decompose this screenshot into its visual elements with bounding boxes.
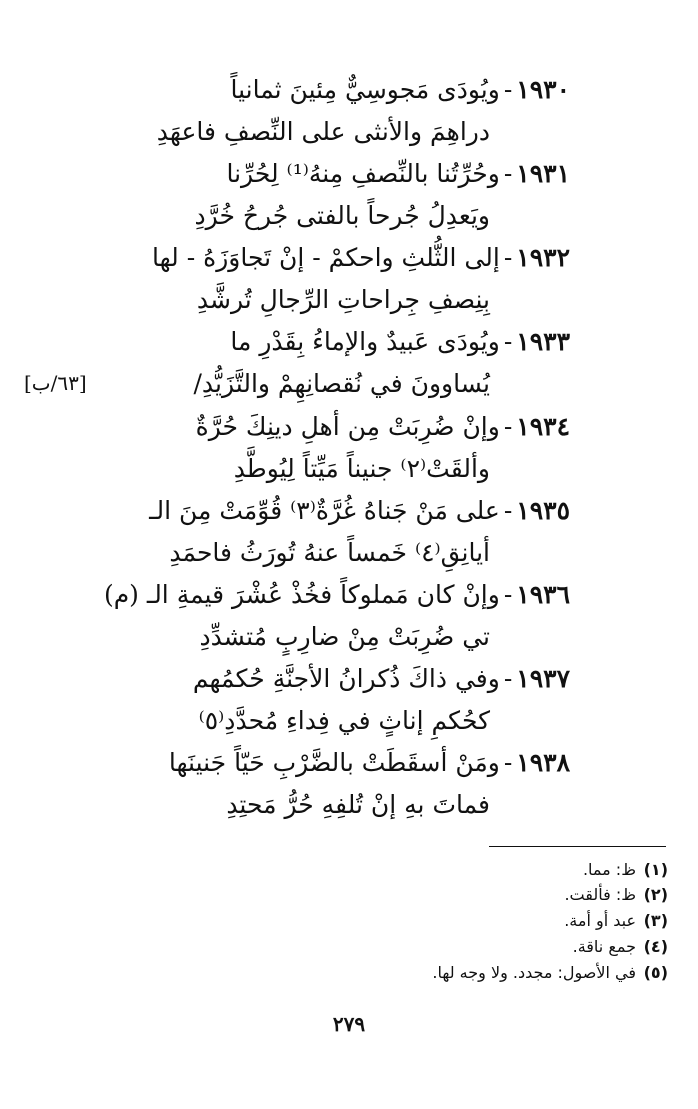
verse-number: ١٩٣٦ bbox=[516, 580, 570, 609]
verse-1933-line-1: ١٩٣٣-ويُودَى عَبيدٌ والإماءُ بِقَدْرِ ما bbox=[230, 327, 570, 356]
verse-text: ويُودَى مَجوسِيٌّ مِئينَ ثمانياً bbox=[230, 75, 500, 104]
footnote-1 bbox=[583, 858, 668, 884]
verse-1932-line-2 bbox=[197, 280, 490, 320]
verse-1935-line-2 bbox=[169, 533, 490, 573]
verse-number: ١٩٣٠ bbox=[516, 75, 570, 104]
footnote-3 bbox=[564, 909, 668, 935]
footnote-5 bbox=[432, 961, 668, 987]
verse-1938-line-1: ١٩٣٨-ومَنْ أسقَطَتْ بالضَّرْبِ حَيّاً جَنينَها bbox=[168, 748, 570, 777]
verse-number: ١٩٣١ bbox=[516, 159, 570, 188]
verse-1932-line-1: ١٩٣٢-إلى الثُّلثِ واحكمْ - إنْ تَجاوَزَهُ - لها bbox=[152, 243, 570, 272]
verse-text: ويَعدِلُ جُرحاً بالفتى جُرحُ خُرَّدِ bbox=[194, 201, 490, 230]
footnote-marker: (٥) bbox=[643, 963, 668, 982]
footnote-text: جمع ناقة. bbox=[572, 937, 636, 956]
verse-text: وإنْ كان مَملوكاً فخُذْ عُشْرَ قيمةِ الـ (م) bbox=[103, 580, 500, 609]
verse-1930-line-2 bbox=[157, 112, 490, 152]
verse-1938-line-2 bbox=[226, 785, 490, 825]
footnote-text: ظ: فألقت. bbox=[564, 885, 636, 904]
footnote-marker: (١) bbox=[643, 860, 668, 879]
verse-1934-line-2 bbox=[234, 449, 490, 489]
verse-text: كحُكمِ إناثٍ في فِداءِ مُحدَّدِ⁽٥⁾ bbox=[198, 706, 490, 735]
verse-text: ومَنْ أسقَطَتْ بالضَّرْبِ حَيّاً جَنينَها bbox=[168, 748, 500, 777]
verse-1931-line-2 bbox=[195, 196, 490, 236]
verse-1937-line-2 bbox=[199, 701, 490, 741]
verse-text: أيانِقِ⁽٤⁾ خَمساً عنهُ تُورَثُ فاحمَدِ bbox=[169, 538, 490, 567]
manuscript-folio-marker: [٦٣/ب] bbox=[24, 371, 87, 395]
verse-number: ١٩٣٤ bbox=[516, 412, 570, 441]
verse-1936-line-1: ١٩٣٦-وإنْ كان مَملوكاً فخُذْ عُشْرَ قيمةِ الـ (م) bbox=[103, 580, 570, 609]
verse-number: ١٩٣٨ bbox=[516, 748, 570, 777]
footnote-text: عبد أو أمة. bbox=[564, 911, 636, 930]
verse-number: ١٩٣٣ bbox=[516, 327, 570, 356]
verse-text: فماتَ بهِ إنْ تُلفِهِ حُرُّ مَحتِدِ bbox=[226, 790, 490, 819]
footnote-marker: (٢) bbox=[643, 885, 668, 904]
verse-text: يُساوونَ في نُقصانِهِمْ والتَّزَيُّدِ/ bbox=[193, 369, 490, 398]
footnote-text: في الأصول: مجدد. ولا وجه لها. bbox=[432, 963, 636, 982]
verse-number: ١٩٣٧ bbox=[516, 664, 570, 693]
verse-1937-line-1: ١٩٣٧-وفي ذاكَ ذُكرانُ الأجنَّةِ حُكمُهم bbox=[192, 664, 570, 693]
verse-1930-line-1: ١٩٣٠-ويُودَى مَجوسِيٌّ مِئينَ ثمانياً bbox=[230, 75, 570, 104]
verse-text: تي ضُرِبَتْ مِنْ ضارِبٍ مُتشدِّدِ bbox=[199, 622, 490, 651]
footnote-text: ظ: مما. bbox=[582, 860, 636, 879]
verse-1931-line-1: ١٩٣١-وحُرِّتُنا بالنِّصفِ مِنهُ⁽¹⁾ لِحُرِّنا bbox=[226, 159, 570, 188]
verse-text: دراهِمَ والأنثى على النِّصفِ فاعهَدِ bbox=[156, 117, 490, 146]
verse-1935-line-1: ١٩٣٥-على مَنْ جَناهُ غُرَّةٌ⁽٣⁾ قُوِّمَتْ مِنَ الـ bbox=[149, 496, 570, 525]
verse-text: إلى الثُّلثِ واحكمْ - إنْ تَجاوَزَهُ - لها bbox=[152, 243, 500, 272]
footnote-separator bbox=[489, 846, 666, 847]
footnote-marker: (٣) bbox=[643, 911, 668, 930]
verse-text: وفي ذاكَ ذُكرانُ الأجنَّةِ حُكمُهم bbox=[192, 664, 500, 693]
verse-text: على مَنْ جَناهُ غُرَّةٌ⁽٣⁾ قُوِّمَتْ مِنَ الـ bbox=[149, 496, 500, 525]
verse-text: ويُودَى عَبيدٌ والإماءُ بِقَدْرِ ما bbox=[230, 327, 500, 356]
verse-text: وحُرِّتُنا بالنِّصفِ مِنهُ⁽¹⁾ لِحُرِّنا bbox=[226, 159, 500, 188]
verse-1933-line-2 bbox=[193, 364, 490, 404]
page-number: ٢٧٩ bbox=[332, 1012, 366, 1036]
verse-text: وألقَتْ⁽٢⁾ جنيناً مَيِّتاً لِيُوطَّدِ bbox=[233, 454, 490, 483]
footnote-4 bbox=[573, 935, 668, 961]
footnote-marker: (٤) bbox=[643, 937, 668, 956]
verse-1934-line-1: ١٩٣٤-وإنْ ضُرِبَتْ مِن أهلِ دينِكَ حُرَّةٌ bbox=[195, 412, 570, 441]
verse-1936-line-2 bbox=[200, 617, 490, 657]
verse-number: ١٩٣٥ bbox=[516, 496, 570, 525]
verse-text: وإنْ ضُرِبَتْ مِن أهلِ دينِكَ حُرَّةٌ bbox=[195, 412, 500, 441]
verse-text: بِنِصفِ جِراحاتِ الرِّجالِ تُرشَّدِ bbox=[196, 285, 490, 314]
verse-number: ١٩٣٢ bbox=[516, 243, 570, 272]
footnote-2 bbox=[564, 883, 668, 909]
